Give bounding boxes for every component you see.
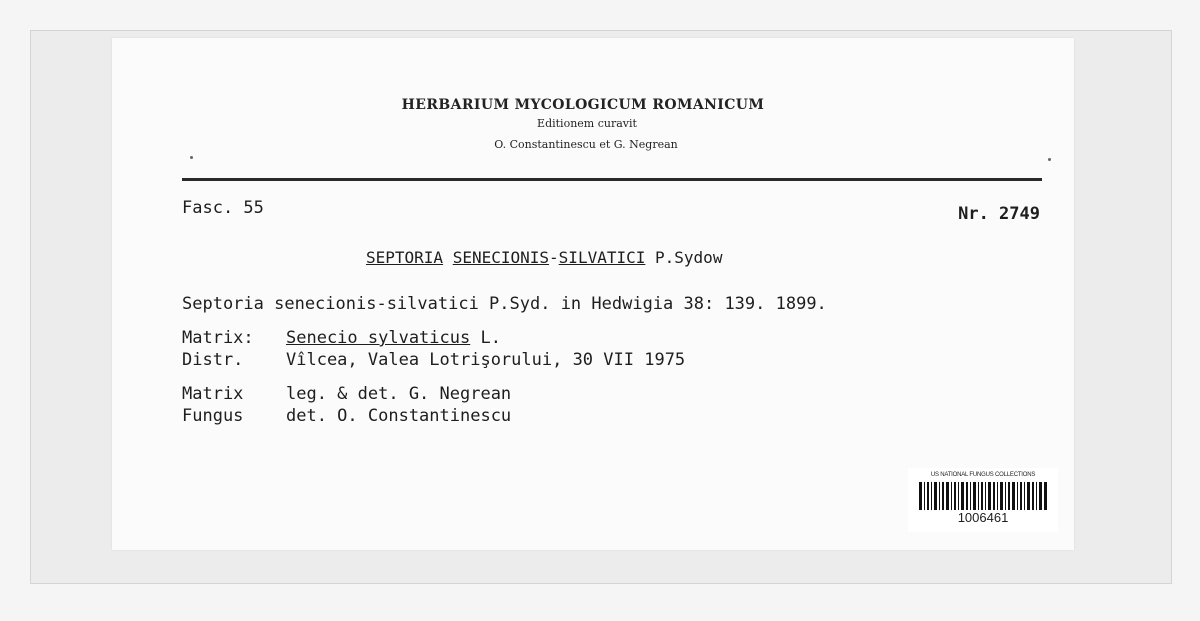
epithet-hyphen: - (549, 248, 559, 267)
epithet-part-2: SILVATICI (558, 248, 646, 267)
fascicle-number: Fasc. 55 (182, 198, 264, 218)
distribution-key: Distr. (182, 350, 244, 370)
matrix-row (182, 328, 501, 348)
label-header (112, 96, 1074, 154)
distribution-value: Vîlcea, Valea Lotrişorului, 30 VII 1975 (286, 350, 686, 370)
specimen-label (112, 38, 1074, 550)
paper-speck (190, 156, 193, 159)
determiner-row (182, 406, 511, 426)
epithet-part-1: SENECIONIS (452, 248, 550, 267)
collector-value: leg. & det. G. Negrean (286, 384, 512, 404)
collector-row (182, 384, 511, 404)
barcode-number: 1006461 (957, 510, 1009, 525)
determiner-key: Fungus (182, 406, 244, 426)
species-author: P.Sydow (655, 248, 723, 267)
barcode-label (908, 468, 1058, 532)
editors-line: O. Constantinescu et G. Negrean (494, 138, 678, 151)
matrix-key: Matrix: (182, 328, 254, 348)
barcode-bars-icon (919, 482, 1047, 510)
paper-speck (1048, 158, 1051, 161)
species-name (366, 248, 722, 268)
literature-citation: Septoria senecionis-silvatici P.Syd. in Hedwigia 38: 139. 1899. (182, 294, 827, 314)
header-divider (182, 178, 1042, 181)
host-name: Senecio sylvaticus (286, 328, 471, 348)
herbarium-title: HERBARIUM MYCOLOGICUM ROMANICUM (401, 97, 765, 113)
host-author: L. (470, 328, 501, 348)
determiner-value: det. O. Constantinescu (286, 406, 512, 426)
collector-key: Matrix (182, 384, 244, 404)
specimen-number: Nr. 2749 (958, 204, 1040, 224)
genus-name: SEPTORIA (366, 248, 444, 267)
distribution-row (182, 350, 685, 370)
editorial-note: Editionem curavit (537, 117, 637, 130)
barcode-institution: US NATIONAL FUNGUS COLLECTIONS (930, 472, 1036, 478)
